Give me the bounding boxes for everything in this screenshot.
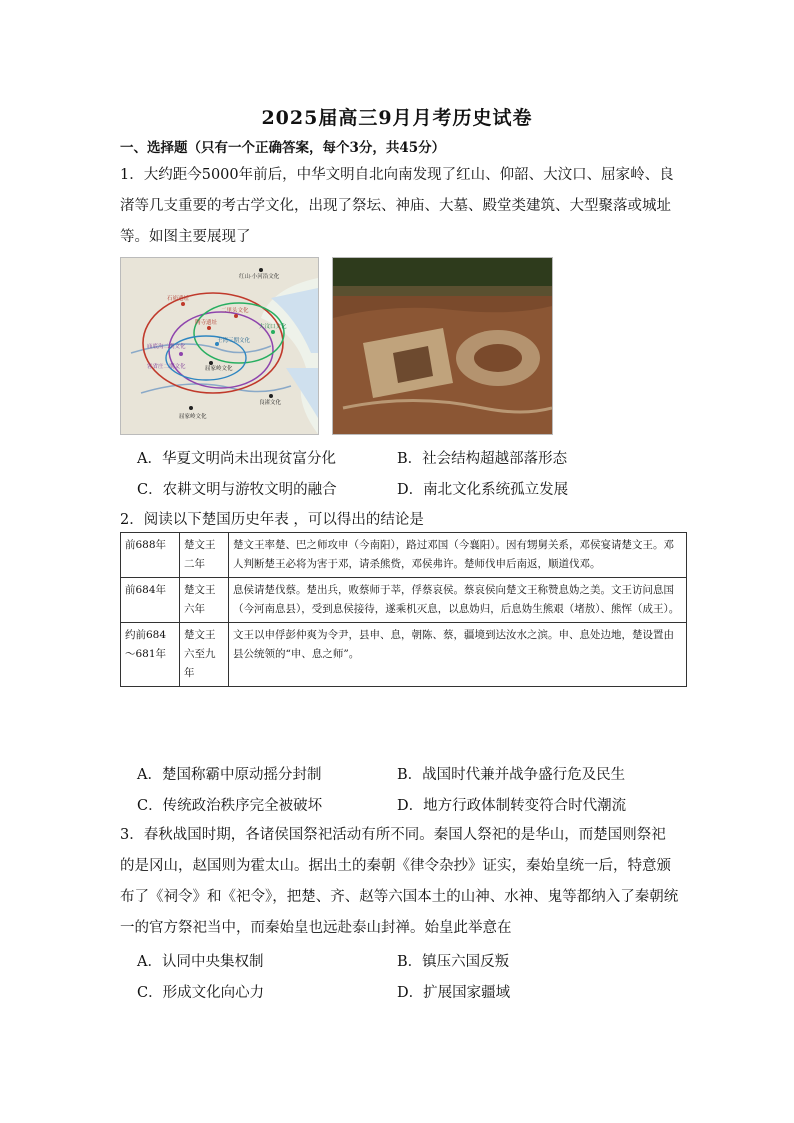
table-row <box>121 623 687 687</box>
question-3-stem: 3．春秋战国时期，各诸侯国祭祀活动有所不同。秦国人祭祀的是华山，而楚国则祭祀的是冈山，赵国则为霍太山。据出土的秦朝《律令杂抄》证实，秦始皇统一后，特意颁布了《祠令》和《祀令》，把楚、齐、赵等六国本土的山神、水神、鬼等都纳入了秦朝统一的官方祭祀当中，而秦始皇也远赴泰山封禅。始皇此举意在 <box>120 827 679 936</box>
chu-chronology-table <box>120 532 687 687</box>
q3-option-c: C．形成文化向心力 <box>137 985 265 1001</box>
map-label-qujialing-2: 屈家岭文化 <box>179 414 207 420</box>
q3-option-a: A．认同中央集权制 <box>137 954 264 970</box>
question-1-figures <box>120 257 560 433</box>
q1-option-b: B．社会结构超越部落形态 <box>397 451 568 467</box>
row-event: 楚文王率楚、巴之师攻申（今南阳），路过邓国（今襄阳）。因有甥舅关系，邓侯宴请楚文王。邓人判断楚王必将为害于邓，请杀熊赀，邓侯弗许。楚师伐申后南返，顺道伐邓。 <box>229 533 687 578</box>
map-label-wangwan: 王湾三期文化 <box>217 338 251 344</box>
row-king: 楚文王二年 <box>180 533 229 578</box>
map-label-erlitou: 二里头文化 <box>221 308 249 314</box>
q1-option-c: C．农耕文明与游牧文明的融合 <box>137 482 337 498</box>
question-2-stem: 2．阅读以下楚国历史年表 ，可以得出的结论是 <box>120 512 424 528</box>
row-year: 前688年 <box>121 533 180 578</box>
row-king: 楚文王六至九年 <box>180 623 229 687</box>
page-title: 2025届高三9月月考历史试卷 <box>261 107 533 129</box>
q1-option-d: D．南北文化系统孤立发展 <box>397 482 569 498</box>
map-label-qujialing-1: 屈家岭文化 <box>205 366 233 372</box>
map-label-hongshan: 红山·小河沿文化 <box>239 274 280 280</box>
row-year: 前684年 <box>121 578 180 623</box>
q1-option-a: A．华夏文明尚未出现贫富分化 <box>137 451 336 467</box>
row-year: 约前684～681年 <box>121 623 180 687</box>
q3-option-d: D．扩展国家疆域 <box>397 985 511 1001</box>
map-label-liangzhu: 良渚文化 <box>259 400 282 406</box>
map-label-shimao: 石峁遗址 <box>167 296 190 302</box>
table-row <box>121 578 687 623</box>
excavation-site-photo <box>332 257 553 435</box>
map-label-taosi: 陶寺遗址 <box>195 320 218 326</box>
q2-option-d: D．地方行政体制转变符合时代潮流 <box>397 798 627 814</box>
row-event: 息侯请楚伐蔡。楚出兵，败蔡师于莘，俘蔡哀侯。蔡哀侯向楚文王称赞息妫之美。文王访问息国（今河南息县），受到息侯接待，遂乘机灭息，以息妫归，后息妫生熊艰（堵敖）、熊恽（成王）。 <box>229 578 687 623</box>
map-label-dawenkou: 大汶口文化 <box>259 324 287 330</box>
q2-option-c: C．传统政治秩序完全被破坏 <box>137 798 323 814</box>
section-heading: 一、选择题（只有一个正确答案，每个3分，共45分） <box>120 140 446 156</box>
culture-map-figure <box>120 257 319 435</box>
q2-option-a: A．楚国称霸中原动摇分封制 <box>137 767 322 783</box>
table-row <box>121 533 687 578</box>
map-label-keshengzhuang: 客省庄二期文化 <box>147 364 186 370</box>
question-1-stem: 1．大约距今5000年前后，中华文明自北向南发现了红山、仰韶、大汶口、屈家岭、良渚等几支重要的考古学文化，出现了祭坛、神庙、大墓、殿堂类建筑、大型聚落或城址等。如图主要展现了 <box>120 167 674 245</box>
row-king: 楚文王六年 <box>180 578 229 623</box>
map-label-miaodigou: 庙底沟二期文化 <box>147 344 186 350</box>
q3-option-b: B．镇压六国反叛 <box>397 954 510 970</box>
q2-option-b: B．战国时代兼并战争盛行危及民生 <box>397 767 626 783</box>
row-event: 文王以申俘彭仲爽为令尹，县申、息，朝陈、蔡，疆境到达汝水之滨。申、息处边地，楚设置由县公统领的“申、息之师”。 <box>229 623 687 687</box>
